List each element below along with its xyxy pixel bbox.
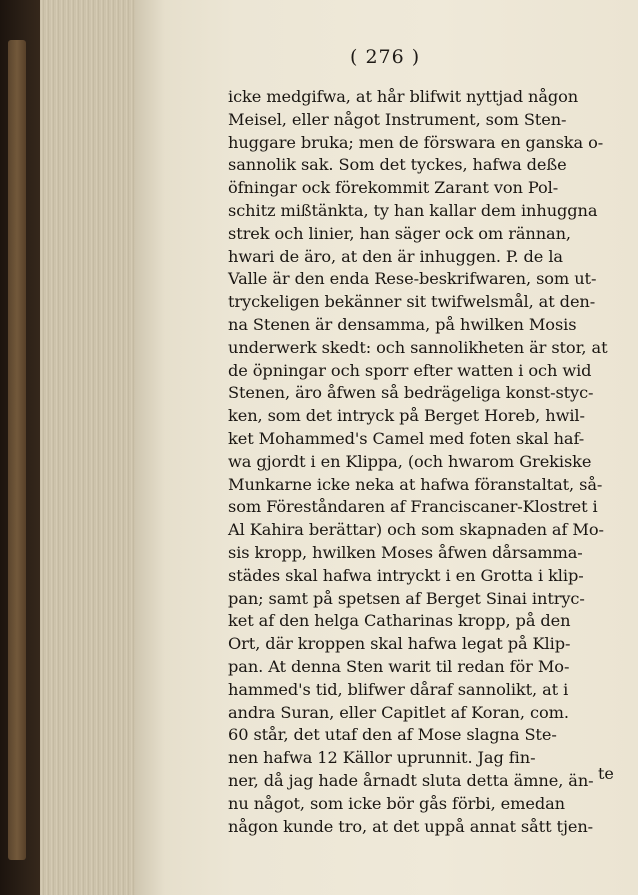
text-line: sannolik sak. Som det tyckes, hafwa deße [228, 155, 567, 175]
text-line: wa gjordt i en Klippa, (och hwarom Grekiske [228, 451, 592, 471]
text-line: strek och linier, han säger ock om rännan, [228, 223, 571, 243]
cover-edge [8, 40, 26, 860]
text-line: andra Suran, eller Capitlet af Koran, com. [228, 702, 569, 722]
page-number: ( 276 ) [350, 46, 421, 68]
text-line: ken, som det intryck på Berget Horeb, hwil- [228, 406, 585, 426]
text-line: Stenen, äro åfwen så bedrägeliga konst-styc- [228, 383, 594, 403]
text-line: öfningar ock förekommit Zarant von Pol- [228, 178, 559, 198]
text-line: nen hafwa 12 Källor uprunnit. Jag fin- [228, 748, 536, 768]
text-line: ner, då jag hade årnadt sluta detta ämne, än- [228, 770, 594, 790]
text-line: pan. At denna Sten warit til redan för Mo- [228, 656, 570, 676]
text-line: na Stenen är densamma, på hwilken Mosis [228, 314, 577, 334]
text-line: Munkarne icke neka at hafwa föranstaltat, så- [228, 474, 603, 494]
text-line: hwari de äro, at den är inhuggen. P. de la [228, 246, 563, 266]
text-line: schitz mißtänkta, ty han kallar dem inhuggna [228, 200, 598, 220]
text-line: ket Mohammed's Camel med foten skal haf- [228, 428, 585, 448]
catchword: te [598, 764, 614, 783]
text-line: huggare bruka; men de förswara en ganska o- [228, 132, 604, 152]
text-line: Al Kahira berättar) och som skapnaden af Mo- [228, 520, 604, 540]
page-stack [40, 0, 150, 895]
text-line: någon kunde tro, at det uppå annat sått tjen- [228, 816, 594, 836]
text-line: nu något, som icke bör gås förbi, emedan [228, 793, 566, 813]
text-line: ket af den helga Catharinas kropp, på den [228, 611, 571, 631]
text-line: de öpningar och sporr efter watten i och wid [228, 360, 592, 380]
text-line: Meisel, eller något Instrument, som Sten- [228, 109, 567, 129]
text-block [228, 86, 618, 838]
text-line: underwerk skedt: och sannolikheten är stor, at [228, 337, 608, 357]
text-line: sis kropp, hwilken Moses åfwen dårsamma- [228, 542, 583, 562]
text-line: som Föreståndaren af Franciscaner-Klostret i [228, 497, 598, 517]
text-line: Valle är den enda Rese-beskrifwaren, som ut- [228, 269, 597, 289]
text-line: 60 står, det utaf den af Mose slagna Ste- [228, 725, 557, 745]
text-line: tryckeligen bekänner sit twifwelsmål, at den- [228, 292, 596, 312]
text-line: icke medgifwa, at hår blifwit nyttjad någon [228, 87, 579, 106]
text-line: städes skal hafwa intryckt i en Grotta i klip- [228, 565, 584, 585]
text-line: pan; samt på spetsen af Berget Sinai intryc- [228, 588, 585, 608]
text-line: Ort, där kroppen skal hafwa legat på Klip- [228, 634, 571, 654]
text-line: hammed's tid, blifwer dåraf sannolikt, at i [228, 679, 569, 699]
